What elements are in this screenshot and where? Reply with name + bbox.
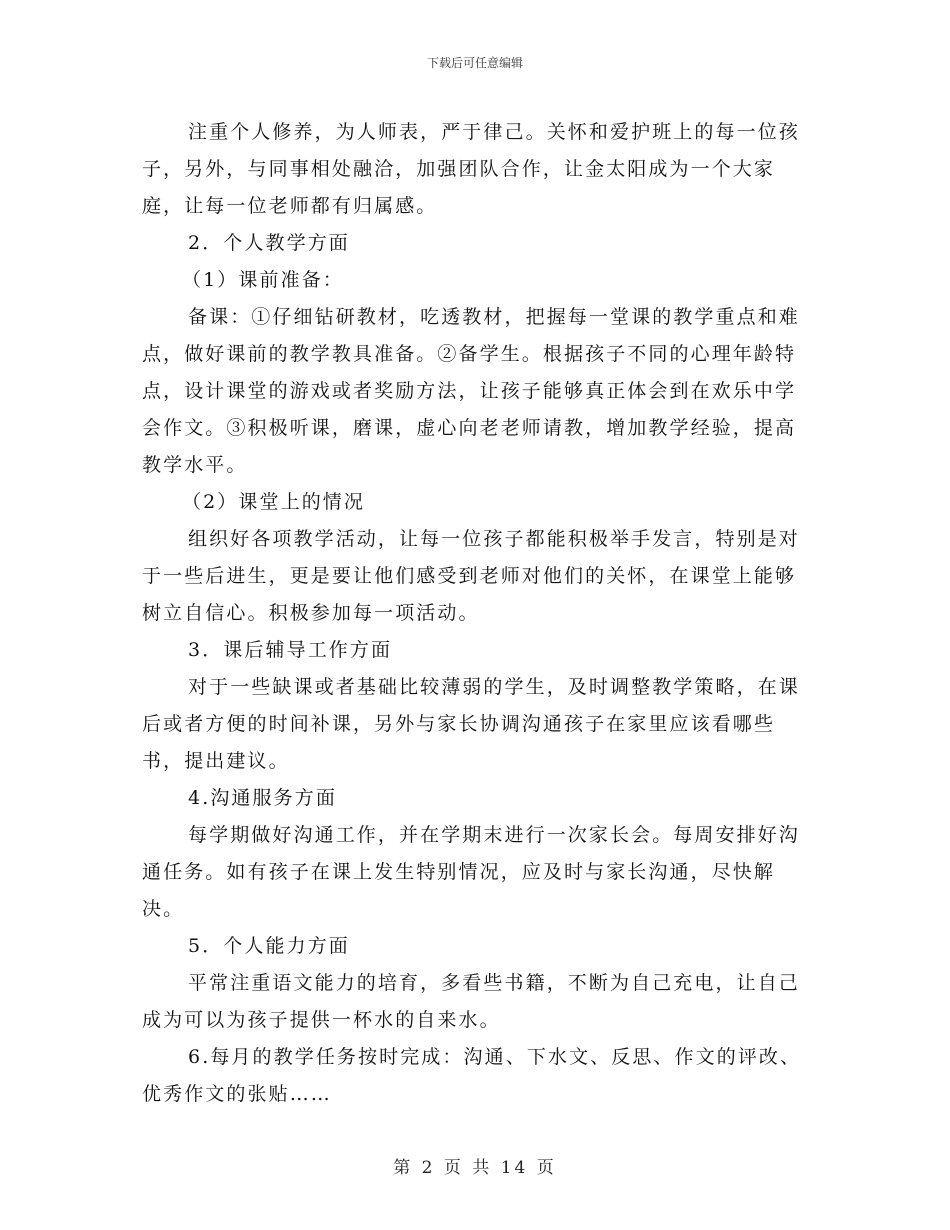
heading-personal-ability: 5．个人能力方面 xyxy=(188,935,350,957)
subheading-classroom-situation: （2）课堂上的情况 xyxy=(182,491,365,513)
page-header: 下载后可任意编辑 xyxy=(426,56,523,70)
heading-personal-teaching: 2．个人教学方面 xyxy=(188,232,350,254)
subheading-lesson-preparation: （1）课前准备： xyxy=(182,269,344,291)
paragraph-lesson-preparation: 备课：①仔细钻研教材，吃透教材，把握每一堂课的教学重点和难点，做好课前的教学教具准备。②备学生。根据孩子不同的心理年龄特点，设计课堂的游戏或者奖励方法，让孩子能够真正体会到在欢乐中学会作文。③积极听课，磨课，虚心向老老师请教，增加教学经验，提高教学水平。 xyxy=(142,306,800,476)
heading-communication-service: 4.沟通服务方面 xyxy=(188,787,337,809)
paragraph-monthly-tasks: 6.每月的教学任务按时完成：沟通、下水文、反思、作文的评改、优秀作文的张贴…… xyxy=(142,1046,802,1105)
paragraph-classroom-situation: 组织好各项教学活动，让每一位孩子都能积极举手发言，特别是对于一些后进生，更是要让他们感受到老师对他们的关怀，在课堂上能够树立自信心。积极参加每一项活动。 xyxy=(142,528,800,624)
document-body xyxy=(142,114,802,1113)
page-footer: 第 2 页 共 14 页 xyxy=(393,1158,557,1178)
paragraph-personal-conduct: 注重个人修养，为人师表，严于律己。关怀和爱护班上的每一位孩子，另外，与同事相处融洽，加强团队合作，让金太阳成为一个大家庭，让每一位老师都有归属感。 xyxy=(142,121,800,217)
heading-after-class-tutoring: 3．课后辅导工作方面 xyxy=(188,639,393,661)
paragraph-after-class-tutoring: 对于一些缺课或者基础比较薄弱的学生，及时调整教学策略，在课后或者方便的时间补课，另外与家长协调沟通孩子在家里应该看哪些书，提出建议。 xyxy=(142,676,800,772)
paragraph-personal-ability: 平常注重语文能力的培育，多看些书籍，不断为自己充电，让自己成为可以为孩子提供一杯水的自来水。 xyxy=(142,972,800,1031)
paragraph-communication-service: 每学期做好沟通工作，并在学期末进行一次家长会。每周安排好沟通任务。如有孩子在课上发生特别情况，应及时与家长沟通，尽快解决。 xyxy=(142,824,800,920)
